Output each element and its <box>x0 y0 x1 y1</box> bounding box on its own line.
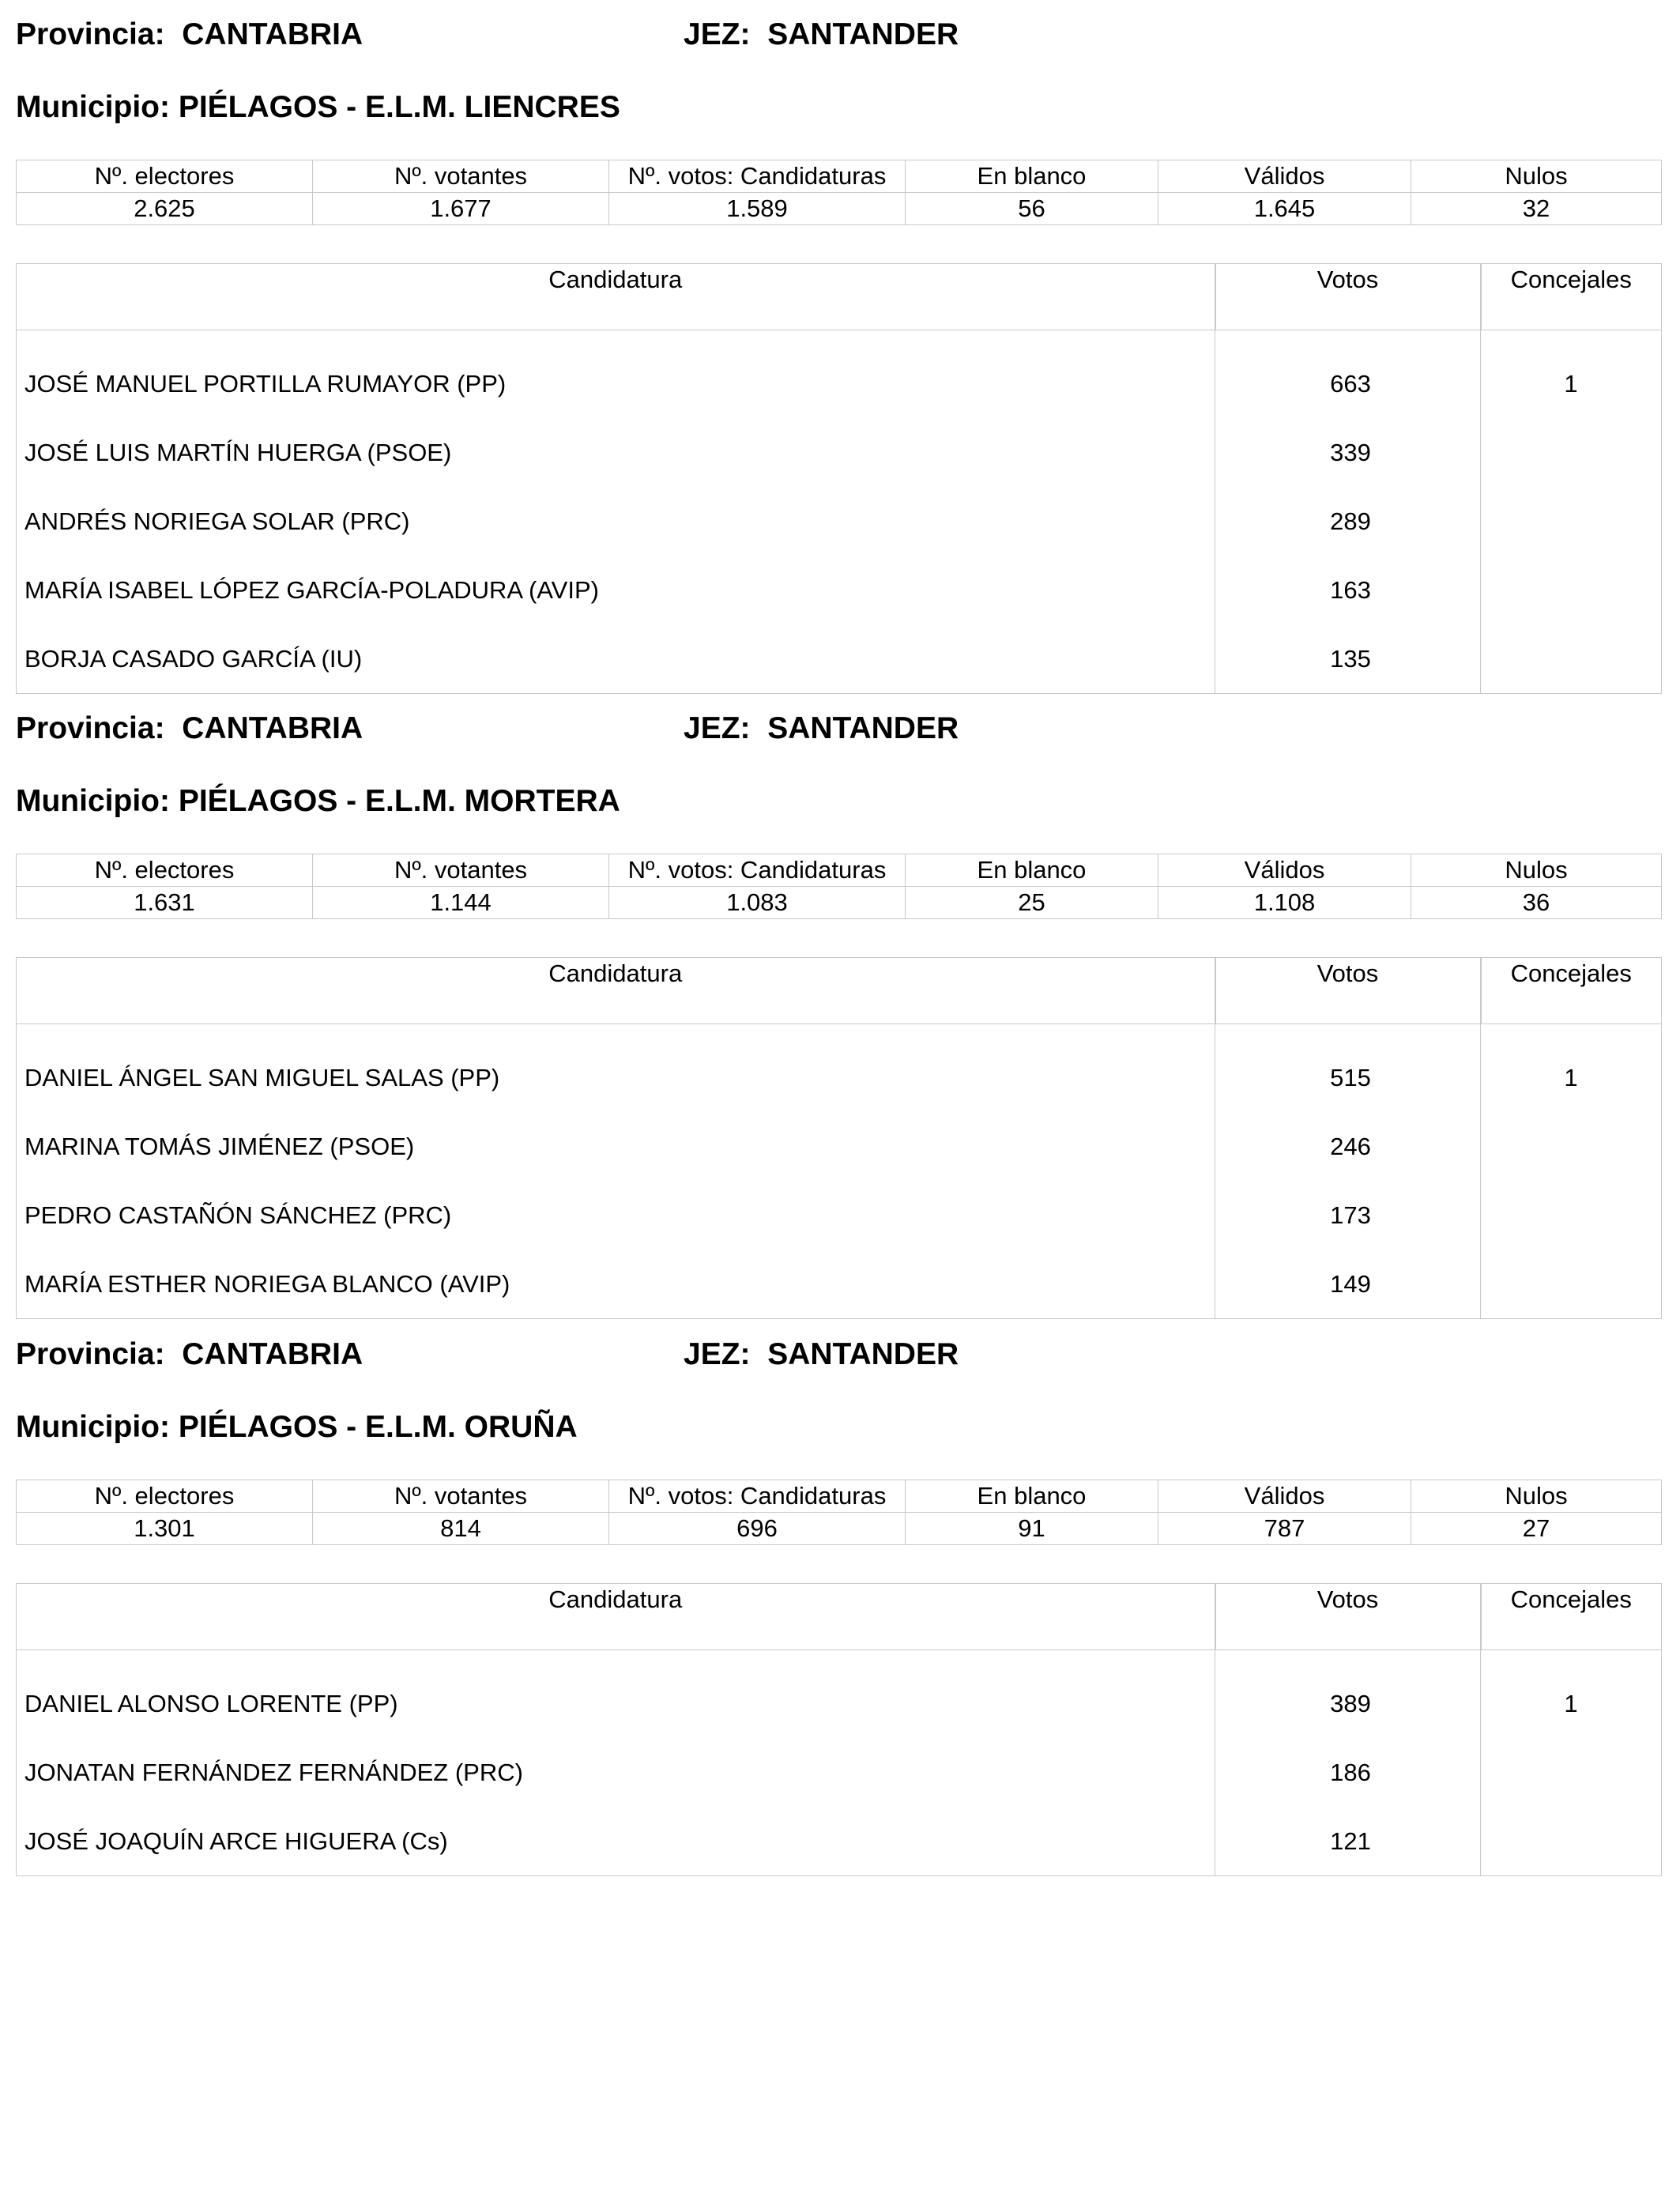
summary-values-row <box>17 193 1662 225</box>
provincia-value: CANTABRIA <box>182 17 363 51</box>
provincia-heading <box>16 711 363 746</box>
summary-header-cell: Nº. votantes <box>313 1480 609 1513</box>
candidate-concejales: 1 <box>1564 1063 1578 1091</box>
municipio-value: PIÉLAGOS - E.L.M. LIENCRES <box>178 90 620 124</box>
candidate-votes: 121 <box>1215 1807 1481 1876</box>
candidate-row <box>17 1250 1662 1319</box>
summary-header-cell: Nº. votos: Candidaturas <box>609 160 906 193</box>
candidate-name: MARÍA ESTHER NORIEGA BLANCO (AVIP) <box>17 1250 1215 1319</box>
candidate-votes: 149 <box>1215 1250 1481 1319</box>
summary-values-row <box>17 887 1662 919</box>
candidate-name: MARINA TOMÁS JIMÉNEZ (PSOE) <box>17 1112 1215 1181</box>
summary-value-cell: 1.108 <box>1158 887 1411 919</box>
candidate-name: ANDRÉS NORIEGA SOLAR (PRC) <box>17 487 1215 556</box>
votos-header: Votos <box>1215 1584 1481 1650</box>
summary-header-cell: Nº. electores <box>17 160 313 193</box>
candidate-name: DANIEL ÁNGEL SAN MIGUEL SALAS (PP) <box>17 1024 1215 1113</box>
candidate-concejales <box>1481 1181 1662 1250</box>
municipio-label: Municipio: <box>16 784 170 818</box>
provincia-heading <box>16 17 363 52</box>
candidate-concejales <box>1481 418 1662 487</box>
candidate-name: JOSÉ JOAQUÍN ARCE HIGUERA (Cs) <box>17 1807 1215 1876</box>
votos-header: Votos <box>1215 264 1481 330</box>
candidate-concejales: 1 <box>1564 1689 1578 1717</box>
candidate-name: MARÍA ISABEL LÓPEZ GARCÍA-POLADURA (AVIP) <box>17 556 1215 624</box>
candidates-table <box>16 957 1662 1319</box>
jez-label: JEZ: <box>684 17 751 51</box>
candidate-concejales <box>1481 1250 1662 1319</box>
summary-header-cell: Nº. electores <box>17 854 313 887</box>
summary-value-cell: 25 <box>906 887 1158 919</box>
municipio-label: Municipio: <box>16 90 170 124</box>
summary-header-cell: Nulos <box>1411 160 1662 193</box>
candidate-row <box>17 1181 1662 1250</box>
summary-values-row <box>17 1513 1662 1545</box>
candidate-row <box>17 330 1662 419</box>
candidate-votes: 135 <box>1215 624 1481 694</box>
candidatura-header: Candidatura <box>17 958 1215 1024</box>
jez-value: SANTANDER <box>767 711 959 745</box>
candidate-votes: 389 <box>1215 1650 1481 1739</box>
candidate-concejales <box>1481 1807 1662 1876</box>
candidates-header-row <box>17 264 1662 330</box>
candidate-row <box>17 1807 1662 1876</box>
candidate-name: JOSÉ MANUEL PORTILLA RUMAYOR (PP) <box>17 330 1215 419</box>
candidate-row <box>17 1112 1662 1181</box>
summary-header-cell: En blanco <box>906 854 1158 887</box>
candidate-votes: 186 <box>1215 1738 1481 1807</box>
jez-label: JEZ: <box>684 1337 751 1371</box>
summary-value-cell: 1.589 <box>609 193 906 225</box>
summary-header-row <box>17 854 1662 887</box>
jez-label: JEZ: <box>684 711 751 745</box>
candidate-row <box>17 487 1662 556</box>
summary-header-cell: Válidos <box>1158 160 1411 193</box>
candidates-table <box>16 1583 1662 1876</box>
summary-value-cell: 787 <box>1158 1513 1411 1545</box>
summary-header-cell: Nº. votos: Candidaturas <box>609 1480 906 1513</box>
candidatura-header: Candidatura <box>17 1584 1215 1650</box>
summary-header-cell: Nº. votantes <box>313 854 609 887</box>
candidate-votes: 289 <box>1215 487 1481 556</box>
candidates-header-row <box>17 1584 1662 1650</box>
concejales-header: Concejales <box>1481 958 1662 1024</box>
summary-value-cell: 91 <box>906 1513 1158 1545</box>
candidate-votes: 515 <box>1215 1024 1481 1113</box>
provincia-label: Provincia: <box>16 1337 165 1371</box>
summary-header-row <box>17 160 1662 193</box>
summary-value-cell: 1.677 <box>313 193 609 225</box>
candidate-votes: 663 <box>1215 330 1481 419</box>
summary-value-cell: 1.301 <box>17 1513 313 1545</box>
candidate-row <box>17 1738 1662 1807</box>
votos-header: Votos <box>1215 958 1481 1024</box>
candidate-concejales <box>1481 1112 1662 1181</box>
candidate-name: JONATAN FERNÁNDEZ FERNÁNDEZ (PRC) <box>17 1738 1215 1807</box>
summary-header-cell: Nº. votantes <box>313 160 609 193</box>
municipio-label: Municipio: <box>16 1410 170 1444</box>
candidate-row <box>17 624 1662 694</box>
municipio-value: PIÉLAGOS - E.L.M. MORTERA <box>178 784 620 818</box>
summary-value-cell: 32 <box>1411 193 1662 225</box>
summary-header-cell: Nº. electores <box>17 1480 313 1513</box>
provincia-label: Provincia: <box>16 711 165 745</box>
candidate-concejales <box>1481 487 1662 556</box>
summary-value-cell: 56 <box>906 193 1158 225</box>
summary-value-cell: 1.645 <box>1158 193 1411 225</box>
jez-heading <box>684 1337 959 1372</box>
municipio-value: PIÉLAGOS - E.L.M. ORUÑA <box>178 1410 578 1444</box>
jez-heading <box>684 17 959 52</box>
candidates-header-row <box>17 958 1662 1024</box>
summary-value-cell: 27 <box>1411 1513 1662 1545</box>
candidate-row <box>17 1024 1662 1113</box>
summary-header-cell: En blanco <box>906 160 1158 193</box>
candidate-concejales <box>1481 624 1662 694</box>
provincia-heading <box>16 1337 363 1372</box>
candidate-row <box>17 556 1662 624</box>
summary-value-cell: 1.144 <box>313 887 609 919</box>
summary-value-cell: 696 <box>609 1513 906 1545</box>
provincia-value: CANTABRIA <box>182 711 363 745</box>
summary-header-cell: Nº. votos: Candidaturas <box>609 854 906 887</box>
municipio-heading <box>16 784 620 819</box>
summary-header-cell: En blanco <box>906 1480 1158 1513</box>
summary-table <box>16 854 1662 919</box>
concejales-header: Concejales <box>1481 1584 1662 1650</box>
candidate-votes: 246 <box>1215 1112 1481 1181</box>
summary-value-cell: 36 <box>1411 887 1662 919</box>
candidate-concejales <box>1481 1738 1662 1807</box>
candidate-concejales: 1 <box>1564 369 1578 398</box>
candidate-row <box>17 418 1662 487</box>
candidates-table <box>16 263 1662 694</box>
summary-value-cell: 1.631 <box>17 887 313 919</box>
municipio-heading <box>16 1410 578 1445</box>
summary-value-cell: 1.083 <box>609 887 906 919</box>
summary-header-cell: Válidos <box>1158 854 1411 887</box>
jez-value: SANTANDER <box>767 1337 959 1371</box>
summary-value-cell: 814 <box>313 1513 609 1545</box>
candidate-votes: 339 <box>1215 418 1481 487</box>
candidate-votes: 163 <box>1215 556 1481 624</box>
summary-table <box>16 1480 1662 1545</box>
candidate-name: JOSÉ LUIS MARTÍN HUERGA (PSOE) <box>17 418 1215 487</box>
municipio-heading <box>16 90 620 125</box>
summary-table <box>16 160 1662 225</box>
provincia-label: Provincia: <box>16 17 165 51</box>
candidatura-header: Candidatura <box>17 264 1215 330</box>
concejales-header: Concejales <box>1481 264 1662 330</box>
candidate-name: DANIEL ALONSO LORENTE (PP) <box>17 1650 1215 1739</box>
summary-header-row <box>17 1480 1662 1513</box>
summary-value-cell: 2.625 <box>17 193 313 225</box>
provincia-value: CANTABRIA <box>182 1337 363 1371</box>
summary-header-cell: Válidos <box>1158 1480 1411 1513</box>
candidate-row <box>17 1650 1662 1739</box>
jez-value: SANTANDER <box>767 17 959 51</box>
summary-header-cell: Nulos <box>1411 1480 1662 1513</box>
jez-heading <box>684 711 959 746</box>
candidate-votes: 173 <box>1215 1181 1481 1250</box>
summary-header-cell: Nulos <box>1411 854 1662 887</box>
candidate-name: PEDRO CASTAÑÓN SÁNCHEZ (PRC) <box>17 1181 1215 1250</box>
candidate-concejales <box>1481 556 1662 624</box>
candidate-name: BORJA CASADO GARCÍA (IU) <box>17 624 1215 694</box>
